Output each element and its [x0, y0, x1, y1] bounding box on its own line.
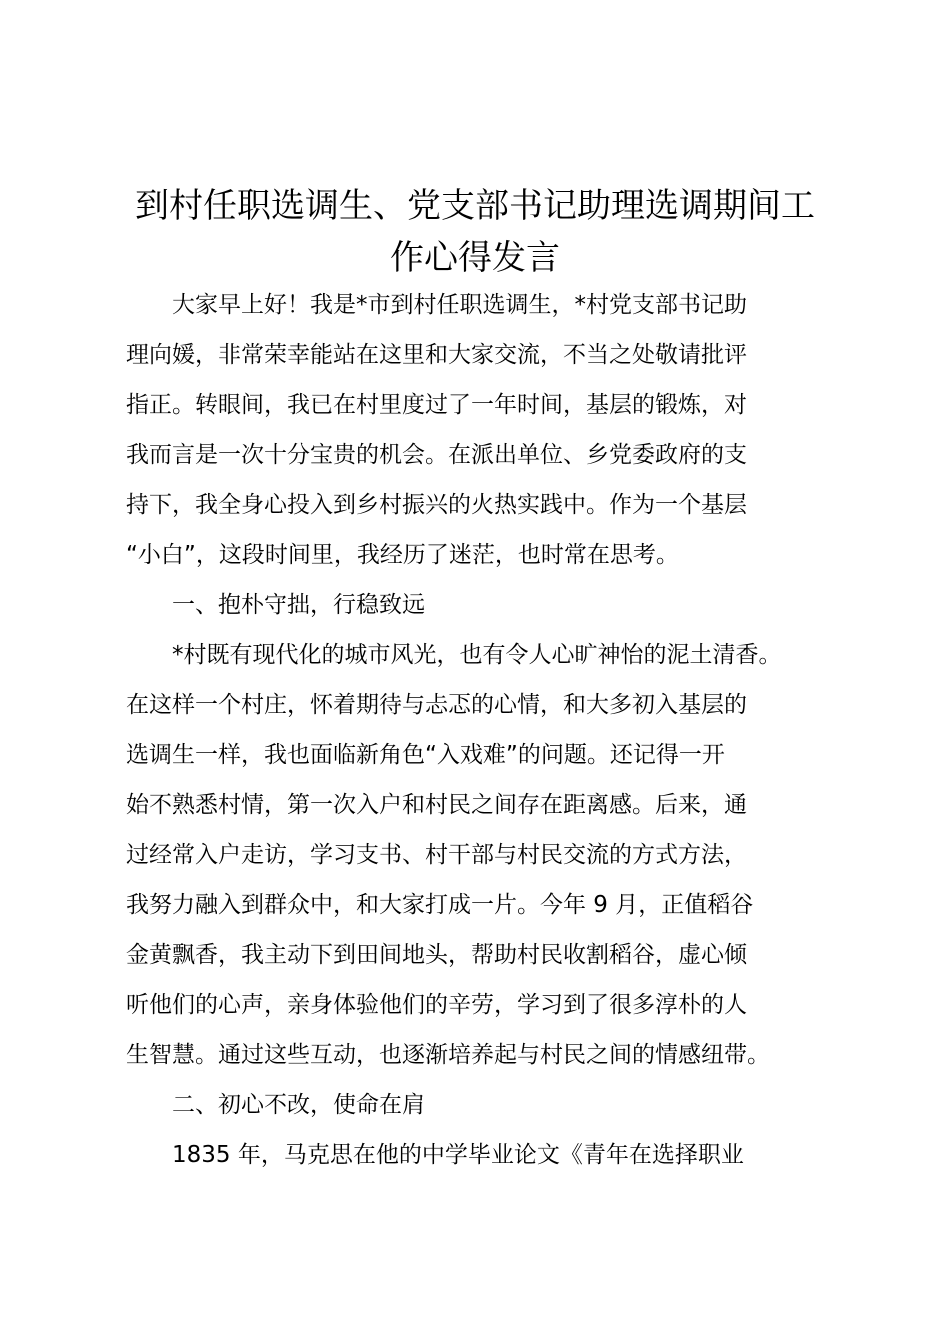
text-line: “小白”，这段时间里，我经历了迷茫，也时常在思考。 [126, 542, 679, 568]
text-line: 我努力融入到群众中，和大家打成一片。今年 9 月，正值稻谷 [126, 892, 754, 918]
text-line: 听他们的心声，亲身体验他们的辛劳，学习到了很多淳朴的人 [126, 992, 747, 1018]
text-line: 选调生一样，我也面临新角色“入戏难”的问题。还记得一开 [126, 742, 725, 768]
text-line: 大家早上好！我是*市到村任职选调生，*村党支部书记助 [126, 292, 747, 318]
title-line: 到村任职选调生、党支部书记助理选调期间工 [135, 186, 815, 226]
document-body [126, 280, 846, 1180]
text-line: 过经常入户走访，学习支书、村干部与村民交流的方式方法， [126, 842, 747, 868]
title-line: 作心得发言 [390, 238, 560, 278]
text-line: 始不熟悉村情，第一次入户和村民之间存在距离感。后来，通 [126, 792, 747, 818]
text-line: 理向媛，非常荣幸能站在这里和大家交流，不当之处敬请批评 [126, 342, 747, 368]
section-heading: 二、初心不改，使命在肩 [126, 1092, 425, 1118]
text-line: 指正。转眼间，我已在村里度过了一年时间，基层的锻炼，对 [126, 392, 747, 418]
text-line: 1835 年，马克思在他的中学毕业论文《青年在选择职业 [126, 1142, 744, 1168]
text-line: 我而言是一次十分宝贵的机会。在派出单位、乡党委政府的支 [126, 442, 747, 468]
text-line: *村既有现代化的城市风光，也有令人心旷神怡的泥土清香。 [126, 642, 782, 668]
text-line: 金黄飘香，我主动下到田间地头，帮助村民收割稻谷，虚心倾 [126, 942, 747, 968]
document-title [110, 180, 840, 284]
text-line: 持下，我全身心投入到乡村振兴的火热实践中。作为一个基层 [126, 492, 747, 518]
text-line: 生智慧。通过这些互动，也逐渐培养起与村民之间的情感纽带。 [126, 1042, 770, 1068]
section-heading: 一、抱朴守拙，行稳致远 [126, 592, 425, 618]
text-line: 在这样一个村庄，怀着期待与忐忑的心情，和大多初入基层的 [126, 692, 747, 718]
